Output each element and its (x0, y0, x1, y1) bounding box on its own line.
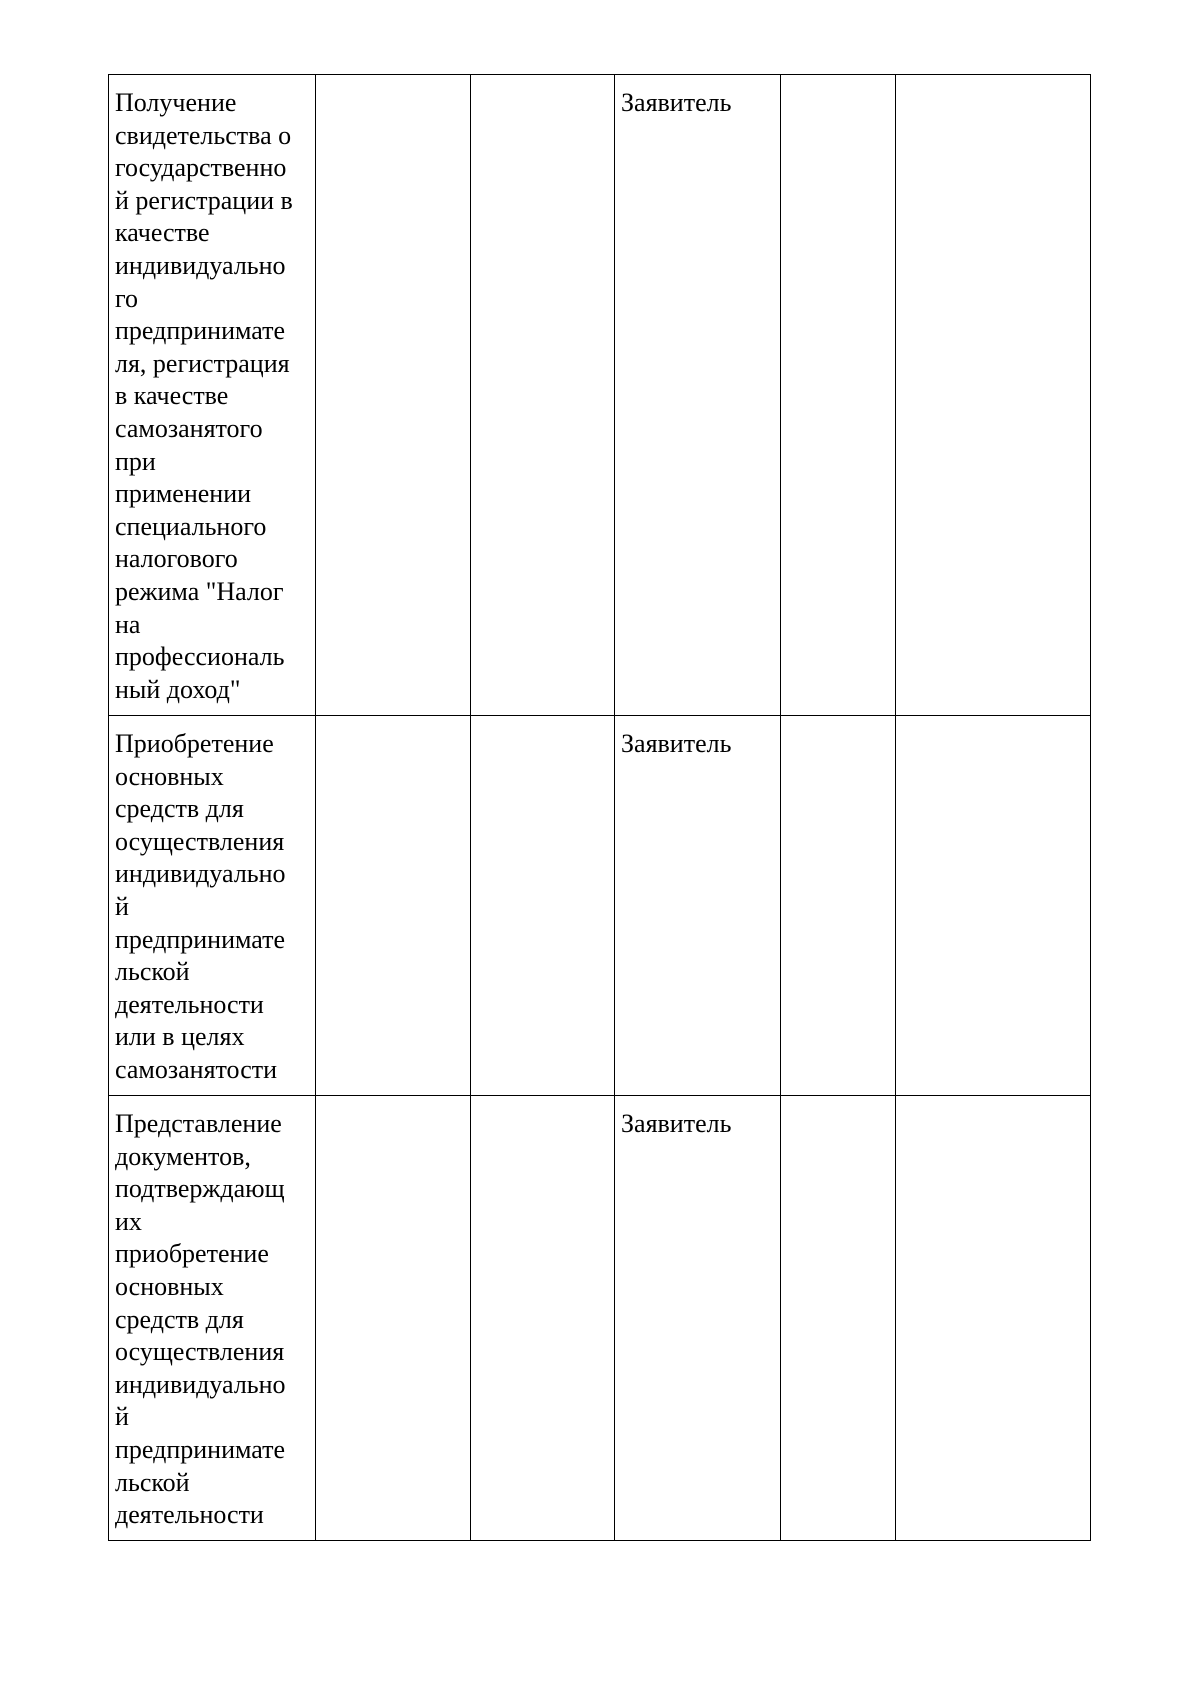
empty-cell (896, 75, 1091, 716)
empty-cell (896, 716, 1091, 1096)
empty-cell (316, 716, 471, 1096)
action-cell: Приобретение основных средств для осуществления индивидуально й предпринимате льской деятельности или в целях самозанятости (109, 716, 316, 1096)
table-row (109, 716, 1091, 1096)
table-row (109, 1096, 1091, 1541)
empty-cell (316, 1096, 471, 1541)
action-cell: Представление документов, подтверждающ их приобретение основных средств для осуществления индивидуально й предпринимате льской деятельности (109, 1096, 316, 1541)
responsible-cell: Заявитель (615, 716, 781, 1096)
empty-cell (781, 1096, 896, 1541)
responsible-cell: Заявитель (615, 75, 781, 716)
activity-table (108, 74, 1091, 1541)
responsible-cell: Заявитель (615, 1096, 781, 1541)
action-cell: Получение свидетельства о государственно й регистрации в качестве индивидуально го предпринимате ля, регистрация в качестве самозанятого при применении специального налогового режима "Налог на профессиональ ный доход" (109, 75, 316, 716)
empty-cell (781, 75, 896, 716)
empty-cell (471, 75, 615, 716)
empty-cell (896, 1096, 1091, 1541)
table-row (109, 75, 1091, 716)
empty-cell (781, 716, 896, 1096)
empty-cell (316, 75, 471, 716)
empty-cell (471, 716, 615, 1096)
empty-cell (471, 1096, 615, 1541)
